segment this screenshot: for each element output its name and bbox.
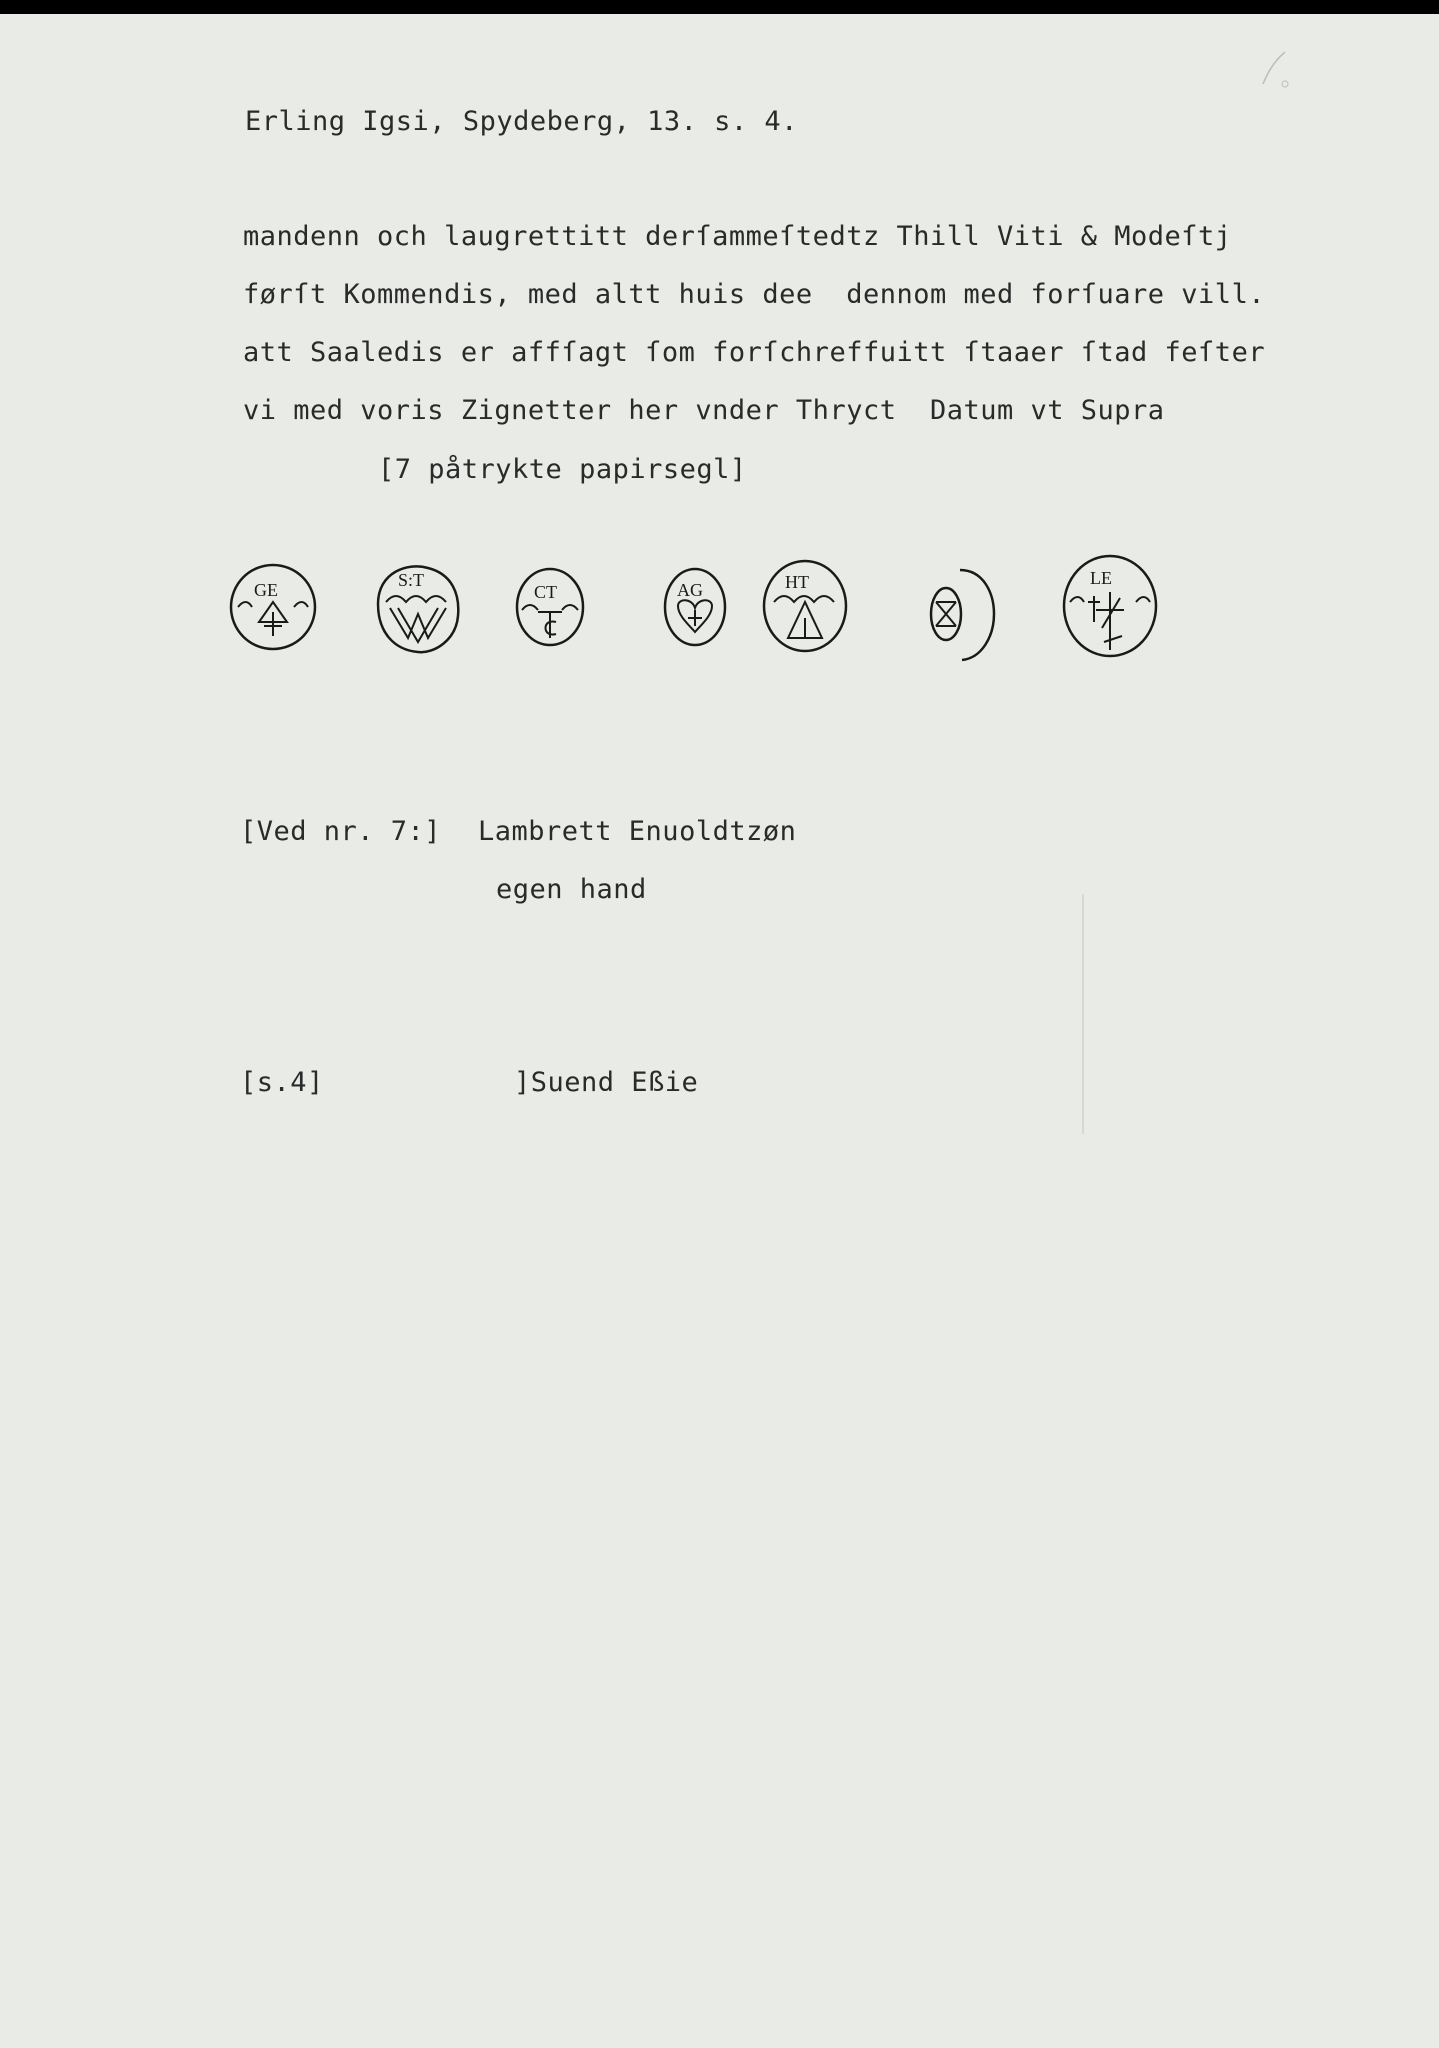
page-crease xyxy=(1082,894,1084,1134)
seal-4-initials: AG xyxy=(677,580,703,600)
body-line-3: att Saaledis er affſagt ſom forſchreffuitt ſtaaer ſtad feſter xyxy=(243,337,1266,368)
document-page xyxy=(0,14,1439,2048)
seal-1-initials: GE xyxy=(254,580,278,600)
seal-3 xyxy=(512,564,588,650)
seal-note: [7 påtrykte papirsegl] xyxy=(378,454,747,485)
seal-7 xyxy=(1060,552,1160,660)
seal-2 xyxy=(368,554,468,662)
body-line-1: mandenn och laugrettitt derſammeſtedtz Thill Viti & Modeſtj xyxy=(243,221,1232,252)
signature-note: egen hand xyxy=(496,874,647,905)
signature-name: Lambrett Enuoldtzøn xyxy=(478,816,797,847)
body-line-4: vi med voris Zignetter her vnder Thryct Datum vt Supra xyxy=(243,395,1165,426)
signature-label: [Ved nr. 7:] xyxy=(240,816,442,847)
document-header: Erling Igsi, Spydeberg, 13. s. 4. xyxy=(245,106,798,137)
seal-1 xyxy=(226,560,320,654)
seal-2-initials: S:T xyxy=(398,570,425,590)
footer-name: ]Suend Eßie xyxy=(514,1067,699,1098)
seal-7-initials: LE xyxy=(1090,568,1112,588)
footer-label: [s.4] xyxy=(240,1067,324,1098)
seal-6 xyxy=(922,564,1002,664)
seal-4 xyxy=(660,564,730,650)
seal-row xyxy=(0,544,1439,704)
seal-5-initials: HT xyxy=(785,572,809,592)
seal-3-initials: CT xyxy=(534,582,558,602)
body-line-2: førſt Kommendis, med altt huis dee dennom med forſuare vill. xyxy=(243,279,1266,310)
seal-5 xyxy=(760,556,850,656)
corner-pencil-mark xyxy=(1255,44,1295,94)
